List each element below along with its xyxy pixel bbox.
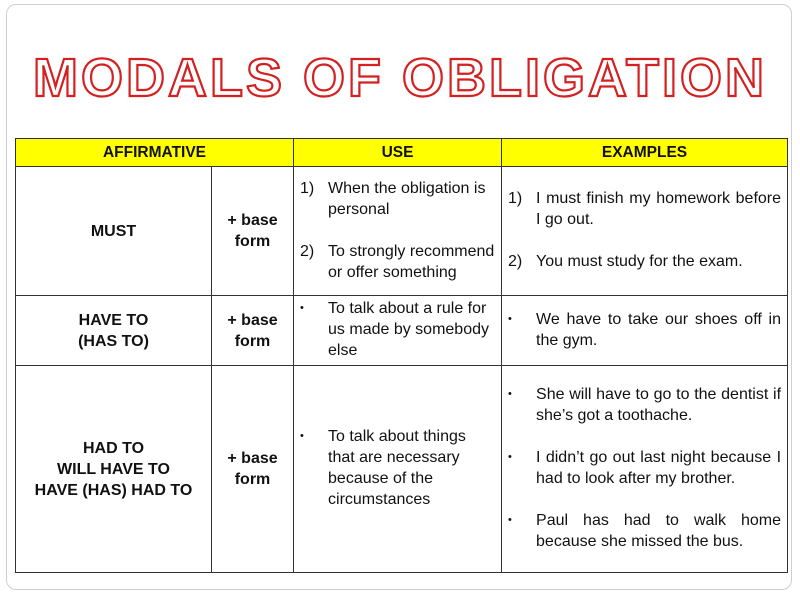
- base-form-cell: [212, 366, 294, 573]
- modals-table: [15, 138, 788, 573]
- header-affirmative: AFFIRMATIVE: [16, 139, 294, 167]
- modal-label-line: WILL HAVE TO: [57, 460, 170, 478]
- use-item-text: To strongly recommend or offer something: [328, 242, 495, 281]
- list-number: 1): [300, 179, 315, 197]
- base-form-line: + base: [227, 450, 278, 467]
- modal-cell: [16, 366, 212, 573]
- header-use: USE: [294, 139, 502, 167]
- example-item-text: We have to take our shoes off in the gym.: [536, 310, 782, 349]
- list-number: 2): [300, 242, 315, 260]
- page-title: [0, 42, 800, 112]
- base-form-cell: [212, 296, 294, 366]
- use-cell: [294, 296, 502, 366]
- base-form-line: + base: [227, 212, 278, 229]
- example-item-text: You must study for the exam.: [536, 253, 743, 270]
- base-form-line: form: [234, 471, 271, 488]
- modal-label-line: HAD TO: [82, 439, 145, 457]
- use-item-text: To talk about a rule for us made by somebody else: [328, 300, 489, 359]
- use-item: [298, 426, 495, 510]
- modal-cell: [16, 296, 212, 366]
- example-item: [506, 447, 781, 489]
- use-item-text: To talk about things that are necessary because of the circumstances: [328, 428, 466, 508]
- use-cell: [294, 366, 502, 573]
- table-row: [16, 366, 788, 573]
- table-row: [16, 296, 788, 366]
- base-form-line: + base: [227, 311, 278, 329]
- title-text: MODALS OF OBLIGATION: [33, 48, 767, 108]
- list-number: 2): [508, 253, 523, 270]
- use-item: [298, 178, 495, 220]
- use-item: [298, 298, 495, 361]
- use-item-list: [298, 178, 495, 283]
- examples-cell: [502, 296, 788, 366]
- example-item-text: She will have to go to the dentist if she’s got a toothache.: [536, 386, 782, 424]
- example-item: [506, 251, 781, 272]
- examples-cell: [502, 366, 788, 573]
- example-item-list: [506, 188, 781, 272]
- title-graphic: [0, 42, 800, 112]
- modal-cell: [16, 167, 212, 296]
- header-examples: EXAMPLES: [502, 139, 788, 167]
- example-item-text: I must finish my homework before I go out.: [536, 190, 782, 228]
- use-item: [298, 241, 495, 283]
- modal-label-line: HAVE (HAS) HAD TO: [34, 481, 193, 499]
- bullet-icon: •: [508, 514, 512, 526]
- example-item-list: [506, 384, 781, 552]
- modal-label-line: MUST: [90, 222, 137, 240]
- base-form-cell: [212, 167, 294, 296]
- bullet-icon: •: [508, 451, 512, 463]
- list-number: 1): [508, 190, 523, 207]
- base-form-line: form: [234, 332, 271, 350]
- base-form-line: form: [234, 233, 271, 250]
- bullet-icon: •: [508, 388, 512, 400]
- example-item: [506, 309, 781, 351]
- table-row: [16, 167, 788, 296]
- modal-label-line: HAVE TO: [78, 311, 149, 329]
- use-item-list: [298, 426, 495, 510]
- bullet-icon: •: [300, 302, 304, 314]
- example-item-text: Paul has had to walk home because she missed the bus.: [536, 512, 782, 550]
- example-item: [506, 384, 781, 426]
- modal-label-line: (HAS TO): [78, 332, 149, 350]
- example-item: [506, 510, 781, 552]
- example-item: [506, 188, 781, 230]
- use-item-list: [298, 298, 495, 361]
- header-row: [16, 139, 788, 167]
- use-item-text: When the obligation is personal: [328, 179, 486, 218]
- bullet-icon: •: [508, 312, 512, 325]
- use-cell: [294, 167, 502, 296]
- example-item-list: [506, 309, 781, 351]
- bullet-icon: •: [300, 430, 304, 442]
- examples-cell: [502, 167, 788, 296]
- example-item-text: I didn’t go out last night because I had to look after my brother.: [536, 449, 782, 487]
